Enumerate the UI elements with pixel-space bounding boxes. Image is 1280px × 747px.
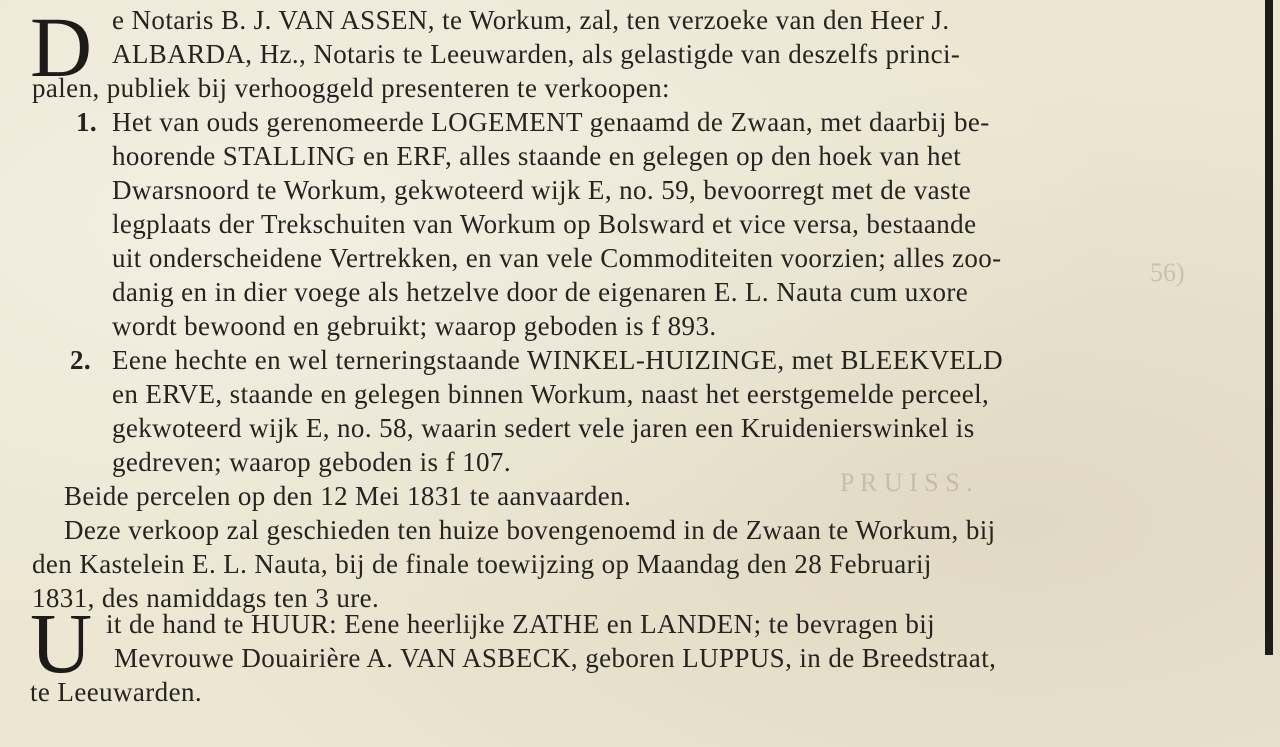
item-line: wordt bewoond en gebruikt; waarop geboden is f 893. — [112, 311, 717, 341]
column-rule — [1265, 0, 1273, 655]
drop-cap: U — [30, 595, 93, 691]
item-line: legplaats der Trekschuiten van Workum op Bolsward et vice versa, bestaande — [112, 209, 977, 239]
item-line: Het van ouds gerenomeerde LOGEMENT genaamd de Zwaan, met daarbij be- — [112, 107, 990, 137]
closing-line: Deze verkoop zal geschieden ten huize bovengenoemd in de Zwaan te Workum, bij — [64, 515, 996, 545]
item-number: 2. — [70, 345, 92, 375]
notice-line: it de hand te HUUR: Eene heerlijke ZATHE en LANDEN; te bevragen bij — [106, 609, 936, 639]
notice-line: Mevrouwe Douairière A. VAN ASBECK, geboren LUPPUS, in de Breedstraat, — [114, 643, 997, 673]
closing-line: den Kastelein E. L. Nauta, bij de finale toewijzing op Maandag den 28 Februarij — [32, 549, 932, 579]
notice-line: e Notaris B. J. VAN ASSEN, te Workum, zal, ten verzoeke van den Heer J. — [112, 5, 950, 35]
item-line: danig en in dier voege als hetzelve door de eigenaren E. L. Nauta cum uxore — [112, 277, 969, 307]
closing-line: 1831, des namiddags ten 3 ure. — [32, 583, 380, 613]
notice-line: palen, publiek bij verhooggeld presenteren te verkoopen: — [32, 73, 670, 103]
notice-line: te Leeuwarden. — [30, 677, 203, 707]
item-line: gedreven; waarop geboden is f 107. — [112, 447, 511, 477]
closing-line: Beide percelen op den 12 Mei 1831 te aanvaarden. — [64, 481, 632, 511]
item-line: Dwarsnoord te Workum, gekwoteerd wijk E, no. 59, bevoorregt met de vaste — [112, 175, 972, 205]
drop-cap: D — [30, 0, 93, 95]
bleed-through-text: 56) — [1150, 258, 1185, 287]
item-line: gekwoteerd wijk E, no. 58, waarin sedert vele jaren een Kruidenierswinkel is — [112, 413, 975, 443]
bleed-through-text: P R U I S S . — [840, 468, 973, 497]
item-line: uit onderscheidene Vertrekken, en van vele Commoditeiten voorzien; alles zoo- — [112, 243, 1002, 273]
notice-line: ALBARDA, Hz., Notaris te Leeuwarden, als gelastigde van deszelfs princi- — [112, 39, 961, 69]
item-line: en ERVE, staande en gelegen binnen Workum, naast het eerstgemelde perceel, — [112, 379, 990, 409]
item-line: hoorende STALLING en ERF, alles staande en gelegen op den hoek van het — [112, 141, 962, 171]
item-number: 1. — [76, 107, 98, 137]
item-line: Eene hechte en wel terneringstaande WINKEL-HUIZINGE, met BLEEKVELD — [112, 345, 1004, 375]
